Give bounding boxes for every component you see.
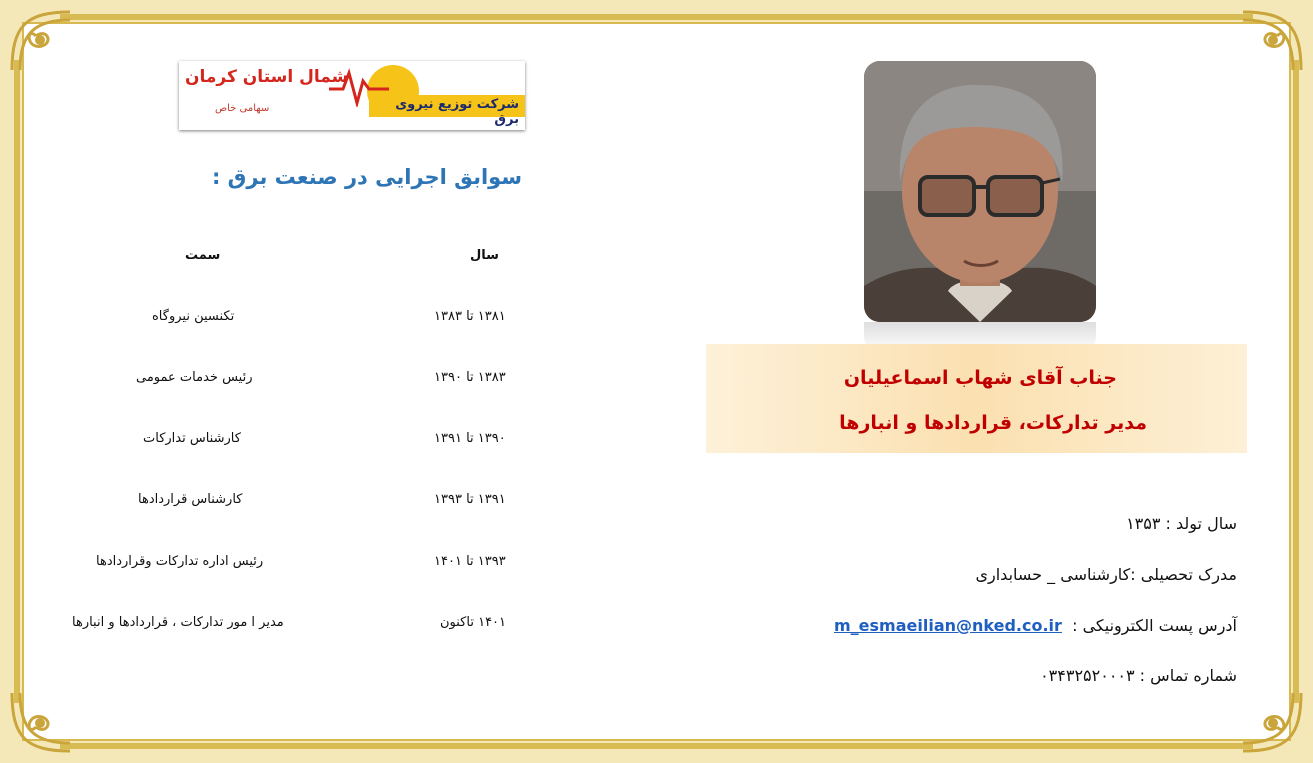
table-cell-position: مدیر ا مور تدارکات ، قراردادها و انبارها [72, 615, 284, 630]
person-position: مدیر تدارکات، قراردادها و انبارها [839, 412, 1147, 434]
section-title: سوابق اجرایی در صنعت برق : [211, 165, 522, 189]
table-cell-year: ۱۴۰۱ تاکنون [440, 615, 507, 630]
frame-bottom-edge [60, 743, 1253, 749]
company-logo [179, 61, 525, 130]
column-header-year: سال [470, 248, 499, 263]
table-cell-year: ۱۳۹۱ تا ۱۳۹۳ [434, 492, 506, 507]
table-cell-year: ۱۳۸۱ تا ۱۳۸۳ [434, 309, 506, 324]
name-banner [706, 344, 1247, 453]
table-cell-position: تکنسین نیروگاه [152, 309, 235, 324]
corner-ornament-bottom-right [1237, 687, 1307, 757]
person-name: جناب آقای شهاب اسماعیلیان [843, 367, 1117, 389]
frame-left-edge [14, 60, 20, 703]
table-cell-position: رئیس خدمات عمومی [136, 370, 253, 385]
table-cell-year: ۱۳۸۳ تا ۱۳۹۰ [434, 370, 506, 385]
table-cell-position: کارشناس قراردادها [138, 492, 243, 507]
email-link[interactable]: m_esmaeilian@nked.co.ir [834, 616, 1062, 635]
profile-photo [864, 61, 1096, 322]
logo-title: شمال استان کرمان [185, 67, 349, 87]
frame-right-edge [1293, 60, 1299, 703]
corner-ornament-top-right [1237, 6, 1307, 76]
table-cell-year: ۱۳۹۳ تا ۱۴۰۱ [434, 554, 506, 569]
logo-band-text: شرکت توزیع نیروی برق [395, 97, 519, 127]
logo-subtitle: سهامی خاص [215, 103, 270, 114]
corner-ornament-top-left [6, 6, 76, 76]
phone-number: شماره تماس : ۰۳۴۳۲۵۲۰۰۰۳ [1040, 666, 1237, 685]
table-cell-year: ۱۳۹۰ تا ۱۳۹۱ [434, 431, 506, 446]
table-cell-position: کارشناس تدارکات [143, 431, 241, 446]
table-cell-position: رئیس اداره تدارکات وقراردادها [96, 554, 264, 569]
logo-band [369, 95, 525, 127]
column-header-position: سمت [185, 248, 221, 263]
birth-year: سال تولد : ۱۳۵۳ [1126, 514, 1237, 533]
education: مدرک تحصیلی :کارشناسی _ حسابداری [975, 565, 1237, 584]
corner-ornament-bottom-left [6, 687, 76, 757]
email-row [834, 616, 1237, 635]
email-label: آدرس پست الکترونیکی : [1072, 616, 1237, 635]
frame-top-edge [60, 14, 1253, 20]
